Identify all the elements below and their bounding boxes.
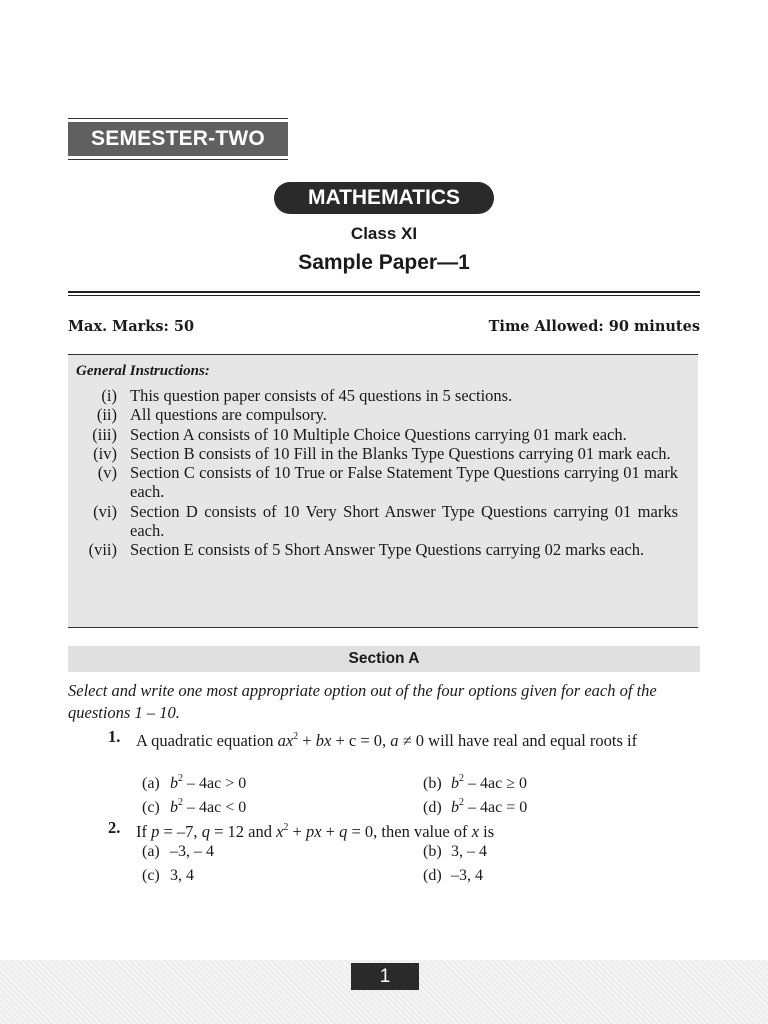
math-var: b [451,799,459,816]
paper-title: Sample Paper—1 [298,251,470,274]
semester-banner [68,118,288,160]
option-text: – 4ac = 0 [464,799,528,816]
option-c[interactable] [142,866,194,885]
instructions-list [68,386,698,560]
math-var: bx [315,731,332,750]
math-sup: 2 [459,773,464,784]
math-var: p [151,822,160,841]
question-text-part: If [136,822,152,841]
option-label: (b) [423,843,442,860]
instruction-text: Section B consists of 10 Fill in the Blanks Type Questions carrying 01 mark each. [130,443,671,463]
math-var: x [471,822,480,841]
instruction-text: This question paper consists of 45 questions in 5 sections. [130,386,513,405]
instruction-text: Section A consists of 10 Multiple Choice Questions carrying 01 mark each. [130,424,627,444]
instruction-number: (vii) [88,540,117,560]
option-d[interactable] [423,866,483,885]
option-text: –3, 4 [451,867,483,884]
instruction-text: Section E consists of 5 Short Answer Type Questions carrying 02 marks each. [130,540,645,560]
instruction-item [68,444,698,463]
instruction-item [68,386,698,405]
title-rule-top [68,291,700,293]
option-label: (d) [423,799,442,816]
instruction-number: (iii) [92,424,117,444]
question-number: 2. [108,818,121,837]
option-c[interactable] [142,793,246,817]
option-text: 3, – 4 [451,843,487,860]
option-label: (d) [423,867,442,884]
option-text: – 4ac < 0 [183,799,247,816]
option-text: – 4ac > 0 [183,775,247,792]
time-allowed: Time Allowed: 90 minutes [488,318,700,335]
question-text-part: + [321,822,340,841]
question-number: 1. [108,727,121,746]
instruction-text: All questions are compulsory. [130,405,327,425]
math-var: b [451,775,459,792]
question-text-part: = 0, then value of [347,822,472,841]
question-text [136,727,700,750]
math-var: q [339,822,348,841]
math-sup: 2 [178,773,183,784]
option-text: –3, – 4 [170,843,214,860]
question-text [136,818,700,841]
instruction-item [68,463,698,502]
math-var: b [170,775,178,792]
option-a[interactable] [142,842,214,861]
option-b[interactable] [423,842,487,861]
instructions-heading: General Instructions: [76,363,210,379]
section-a-header: Section A [68,646,700,672]
question-text-part: is [479,822,495,841]
math-sup: 2 [283,822,289,833]
math-var: ax [277,731,294,750]
instruction-number: (v) [97,463,117,483]
class-label: Class XI [350,224,418,243]
math-sup: 2 [293,731,299,742]
math-var: x [276,822,284,841]
option-label: (a) [142,775,160,792]
math-var: b [170,799,178,816]
option-label: (c) [142,799,160,816]
question-text-part: = 12 and [209,822,277,841]
question-1 [68,727,700,817]
max-marks: Max. Marks: 50 [68,318,195,335]
instruction-text: Section C consists of 10 True or False Statement Type Questions carrying 01 mark each. [130,463,678,502]
semester-rule-bottom [68,159,288,160]
title-rule-bottom [68,295,700,296]
instruction-item [68,405,698,424]
question-text-part: + c = 0, [331,731,391,750]
option-a[interactable] [142,769,246,793]
option-label: (c) [142,867,160,884]
option-d[interactable] [423,793,527,817]
option-b[interactable] [423,769,527,793]
section-a-intro: Select and write one most appropriate option out of the four options given for each of the questions 1 – 10. [68,681,657,722]
instruction-number: (i) [101,386,117,405]
question-text-part: + [298,731,316,750]
question-text-part: ≠ 0 will have real and equal roots if [398,731,638,750]
instruction-item [68,502,698,541]
instruction-number: (iv) [93,443,117,463]
instruction-item [68,540,698,559]
question-text-part: + [288,822,306,841]
question-text-part: A quadratic equation [136,731,278,750]
question-text-part: = –7, [159,822,202,841]
option-text: – 4ac ≥ 0 [464,775,527,792]
math-sup: 2 [459,797,464,808]
general-instructions-box [68,354,698,628]
instruction-number: (vi) [93,501,117,521]
option-label: (b) [423,775,442,792]
math-sup: 2 [178,797,183,808]
subject-pill: MATHEMATICS [274,182,494,214]
semester-label: SEMESTER-TWO [68,122,288,156]
instruction-item [68,425,698,444]
math-var: a [390,731,399,750]
instruction-text: Section D consists of 10 Very Short Answer Type Questions carrying 01 marks each. [130,501,678,541]
option-label: (a) [142,843,160,860]
semester-rule-top [68,118,288,119]
math-var: px [305,822,322,841]
page-number: 1 [351,963,419,990]
math-var: q [201,822,210,841]
question-2 [68,818,700,888]
instruction-number: (ii) [96,405,117,425]
option-text: 3, 4 [170,867,194,884]
